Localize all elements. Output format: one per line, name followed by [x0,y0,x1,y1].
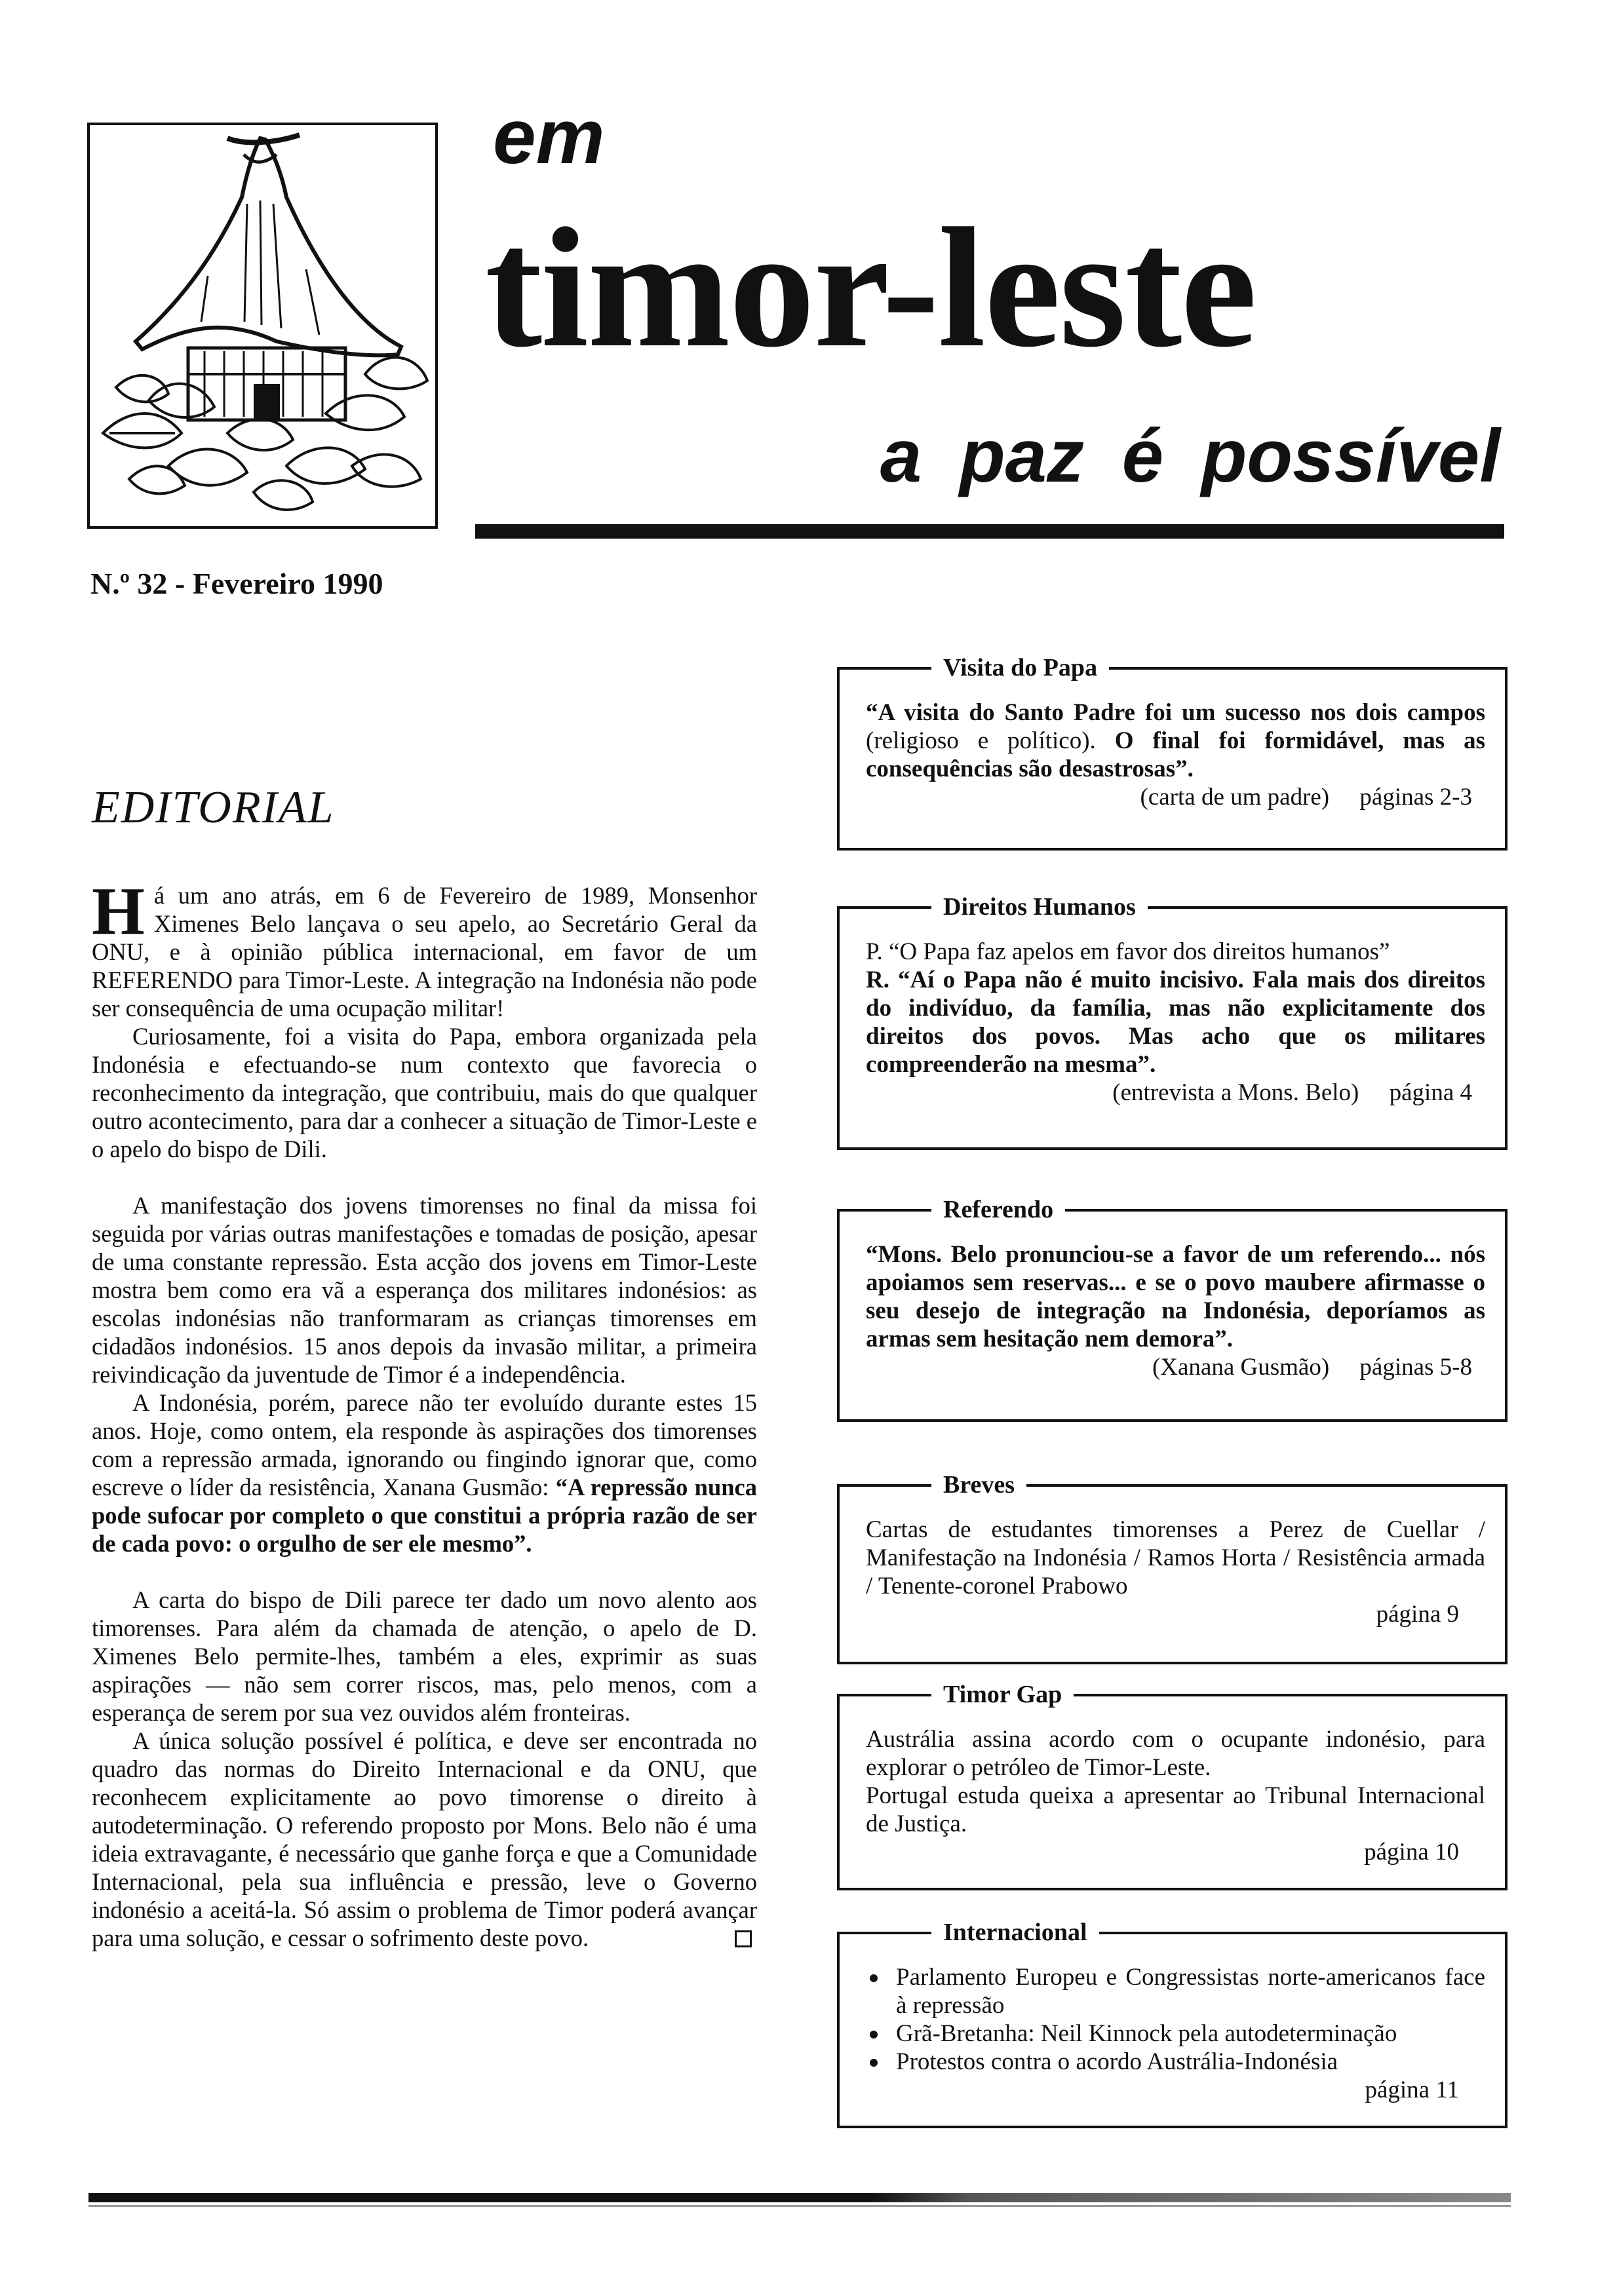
box-answer: R. “Aí o Papa não é muito incisivo. Fala mais dos direitos do indivíduo, da família, mas não explicitamente dos direitos dos povos. Mas acho que os militares compreenderão na mesma”. [866,966,1485,1078]
box-source-line: (entrevista a Mons. Belo) página 4 [1112,1079,1472,1106]
box-title: Timor Gap [931,1679,1074,1710]
box-source-line: (carta de um padre) páginas 2-3 [1140,784,1472,811]
masthead-tagline: a paz é possível [880,415,1500,498]
footer-rule-thin [88,2205,1511,2207]
box-text: “Mons. Belo pronunciou-se a favor de um referendo... nós apoiamos sem reservas... e se o povo maubere afirmasse o seu desejo de integração na Indonésia, deporíamos as armas sem hesitação nem demora”. [866,1241,1485,1352]
editorial-paragraph-6: A única solução possível é política, e deve ser encontrada no quadro das normas do Direito Internacional e da ONU, que reconhecem explicitamente ao povo timorense o direito à autodeterminação. O referendo proposto por Mons. Belo não é uma ideia extravagante, é necessário que ganhe força e que a Comunidade Internacional, pela sua influência e pressão, leve o Governo indonésio a aceitá-la. Só assim o problema de Timor poderá avançar para uma solução, e cessar o sofrimento deste povo. [92,1727,757,1951]
box-referendo [837,1196,1508,1422]
masthead-title: timor-leste [485,193,1256,383]
box-title: Referendo [931,1194,1065,1225]
box-timor-gap [837,1681,1508,1890]
editorial-paragraph-4: A Indonésia, porém, parece não ter evoluído durante estes 15 anos. Hoje, como ontem, ela responde às aspirações dos timorenses com a repressão armada, ignorando ou fingindo ignorar que, como escreve o líder da resistência, Xanana Gusmão: “A repressão nunca pode sufocar por completo o que constitui a própria razão de ser de cada povo: o orgulho de ser ele mesmo”. [92,1389,758,1557]
box-visita-do-papa [837,654,1508,851]
box-breves [837,1471,1508,1664]
masthead-rule [475,524,1504,539]
box-text: “A visita do Santo Padre foi um sucesso nos dois campos (religioso e político). O final foi formidável, mas as consequências são desastrosas”. [866,699,1485,782]
box-direitos-humanos [837,893,1508,1150]
box-source-line: (Xanana Gusmão) páginas 5-8 [1152,1354,1472,1381]
masthead-em: em [493,94,605,180]
box-text: Portugal estuda queixa a apresentar ao Tribunal Internacional de Justiça. [866,1782,1485,1837]
list-item: Parlamento Europeu e Congressistas norte-americanos face à repressão [866,1963,1485,2019]
xanana-quote: “A repressão nunca pode sufocar por completo o que constitui a própria razão de ser de cada povo: o orgulho de ser ele mesmo”. [92,1474,758,1557]
footer-rule [88,2193,1511,2202]
box-page-ref: página 11 [1365,2076,1459,2103]
timorese-house-illustration [90,125,435,526]
issue-number-date: N.º 32 - Fevereiro 1990 [90,567,383,600]
box-page-ref: página 9 [1376,1601,1459,1628]
box-title: Breves [931,1469,1026,1501]
editorial-paragraph-3: A manifestação dos jovens timorenses no final da missa foi seguida por várias outras manifestações e tomadas de posição, apesar de uma constante repressão. Esta acção dos jovens em Timor-Leste mostra bem como era vã a esperança dos militares indonésios: as escolas indonésias não tranformaram as crianças timorenses em cidadãos indonésios. 15 anos depois da invasão militar, a primeira reivindicação da juventude de Timor é a independência. [92,1192,757,1388]
drop-cap: H [92,873,145,949]
box-internacional [837,1919,1508,2128]
list-item: Grã-Bretanha: Neil Kinnock pela autodeterminação [866,2019,1485,2048]
editorial-heading: EDITORIAL [92,782,335,833]
box-text: Cartas de estudantes timorenses a Perez de Cuellar / Manifestação na Indonésia / Ramos Horta / Resistência armada / Tenente-coronel Prabowo [866,1516,1485,1599]
box-bullet-list [866,1963,1485,2076]
editorial-paragraph-1: Há um ano atrás, em 6 de Fevereiro de 1989, Monsenhor Ximenes Belo lançava o seu apelo, ao Secretário Geral da ONU, e à opinião pública internacional, em favor de um REFERENDO para Timor-Leste. A integração na Indonésia não pode ser consequência de uma ocupação militar! [92,873,757,1022]
box-page-ref: página 10 [1364,1839,1459,1866]
box-title: Visita do Papa [931,652,1109,683]
list-item: Protestos contra o acordo Austrália-Indonésia [866,2048,1485,2076]
box-title: Direitos Humanos [931,891,1148,923]
editorial-body [92,873,758,1952]
end-mark-square [735,1930,752,1947]
logo [87,123,438,529]
editorial-paragraph-5: A carta do bispo de Dili parece ter dado um novo alento aos timorenses. Para além da chamada de atenção, o apelo de D. Ximenes Belo permite-lhes, também a eles, exprimir as suas aspirações — não sem correr riscos, mas, pelo menos, com a esperança de serem por sua vez ouvidos além fronteiras. [92,1586,757,1726]
editorial-paragraph-2: Curiosamente, foi a visita do Papa, embora organizada pela Indonésia e efectuando-se num contexto que favorecia o reconhecimento da integração, que contribuiu, mais do que qualquer outro acontecimento, para dar a conhecer a situação de Timor-Leste e o apelo do bispo de Dili. [92,1023,757,1162]
box-title: Internacional [931,1917,1099,1948]
box-text: Austrália assina acordo com o ocupante indonésio, para explorar o petróleo de Timor-Leste. [866,1726,1485,1781]
box-question: P. “O Papa faz apelos em favor dos direitos humanos” [866,938,1390,965]
